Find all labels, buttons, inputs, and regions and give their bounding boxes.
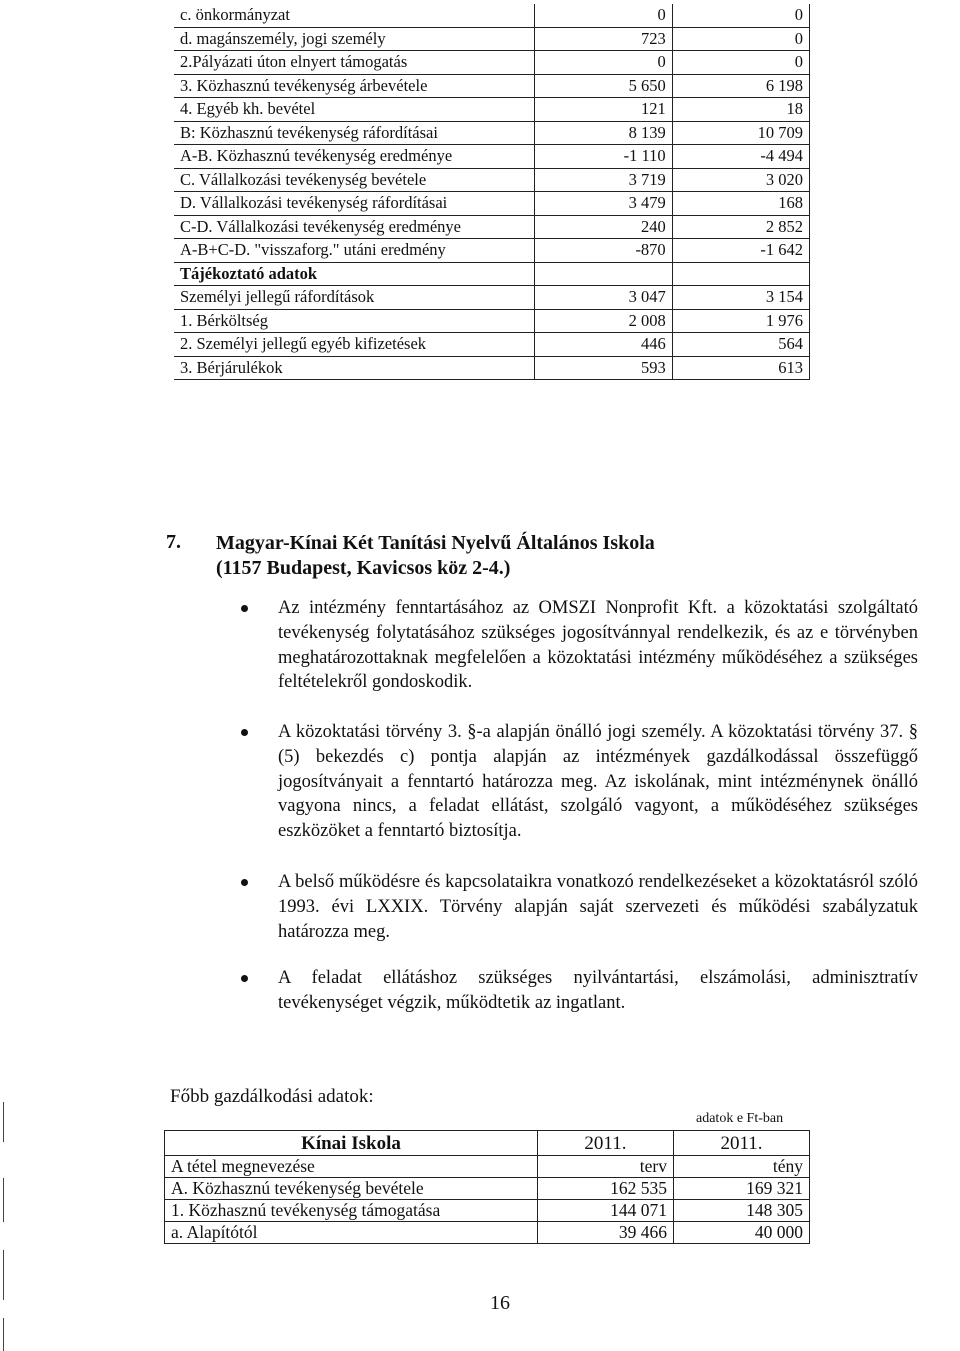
row-label-cell: A-B+C-D. "visszaforg." utáni eredmény xyxy=(174,239,535,263)
table-row xyxy=(174,262,810,286)
row-value-cell: 0 xyxy=(672,27,809,51)
row-value-cell xyxy=(535,262,672,286)
row-value-cell: -1 642 xyxy=(672,239,809,263)
subheader-plan-cell: terv xyxy=(537,1156,673,1178)
row-value-cell: 723 xyxy=(535,27,672,51)
row-actual-cell: 148 305 xyxy=(673,1200,809,1222)
scan-margin-mark xyxy=(3,1250,4,1300)
row-value-cell: 593 xyxy=(535,356,672,380)
table-row xyxy=(174,168,810,192)
table-subheader-row xyxy=(165,1156,810,1178)
row-value-cell: 2 008 xyxy=(535,309,672,333)
row-value-cell: 3 047 xyxy=(535,286,672,310)
header-name-cell: Kínai Iskola xyxy=(165,1131,538,1156)
row-value-cell: 8 139 xyxy=(535,121,672,145)
row-label-cell: Tájékoztató adatok xyxy=(174,262,535,286)
scan-margin-mark xyxy=(3,1178,4,1222)
table-header-row xyxy=(165,1131,810,1156)
bullet-paragraph-3: A belső működésre és kapcsolataikra vonatkozó rendelkezéseket a közoktatásról szóló 1993. évi LXXIX. Törvény alapján saját szervezeti és működési szabályzatuk határozza meg. xyxy=(278,870,918,944)
row-value-cell: 0 xyxy=(672,51,809,75)
table-row xyxy=(174,286,810,310)
page-number: 16 xyxy=(490,1292,510,1314)
row-label-cell: 3. Bérjárulékok xyxy=(174,356,535,380)
table-row xyxy=(174,4,810,27)
economic-data-table xyxy=(164,1130,810,1244)
row-label-cell: A. Közhasznú tevékenység bevétele xyxy=(165,1178,538,1200)
section-title-line2: (1157 Budapest, Kavicsos köz 2-4.) xyxy=(216,557,511,579)
table-row xyxy=(174,121,810,145)
row-value-cell: 1 976 xyxy=(672,309,809,333)
table-row xyxy=(174,215,810,239)
row-value-cell: 446 xyxy=(535,333,672,357)
header-year-actual-cell: 2011. xyxy=(673,1131,809,1156)
section-title xyxy=(216,531,655,581)
row-value-cell: 10 709 xyxy=(672,121,809,145)
row-label-cell: Személyi jellegű ráfordítások xyxy=(174,286,535,310)
economic-data-unit: adatok e Ft-ban xyxy=(696,1111,784,1126)
subheader-name-cell: A tétel megnevezése xyxy=(165,1156,538,1178)
row-value-cell: 121 xyxy=(535,98,672,122)
row-label-cell: 2.Pályázati úton elnyert támogatás xyxy=(174,51,535,75)
table-row xyxy=(174,356,810,380)
row-value-cell: 0 xyxy=(535,4,672,27)
row-value-cell: 18 xyxy=(672,98,809,122)
table-row xyxy=(165,1178,810,1200)
row-label-cell: a. Alapítótól xyxy=(165,1222,538,1244)
row-value-cell: 168 xyxy=(672,192,809,216)
row-label-cell: 1. Bérköltség xyxy=(174,309,535,333)
row-value-cell: -1 110 xyxy=(535,145,672,169)
row-label-cell: B: Közhasznú tevékenység ráfordításai xyxy=(174,121,535,145)
row-actual-cell: 40 000 xyxy=(673,1222,809,1244)
row-value-cell: 2 852 xyxy=(672,215,809,239)
section-title-line1: Magyar-Kínai Két Tanítási Nyelvű Általános Iskola xyxy=(216,532,655,554)
row-plan-cell: 144 071 xyxy=(537,1200,673,1222)
row-actual-cell: 169 321 xyxy=(673,1178,809,1200)
row-value-cell: 0 xyxy=(535,51,672,75)
row-value-cell xyxy=(672,262,809,286)
row-plan-cell: 39 466 xyxy=(537,1222,673,1244)
header-year-plan-cell: 2011. xyxy=(537,1131,673,1156)
row-value-cell: -870 xyxy=(535,239,672,263)
row-label-cell: D. Vállalkozási tevékenység ráfordításai xyxy=(174,192,535,216)
table-row xyxy=(165,1222,810,1244)
row-value-cell: 3 719 xyxy=(535,168,672,192)
row-label-cell: C. Vállalkozási tevékenység bevétele xyxy=(174,168,535,192)
table-row xyxy=(174,309,810,333)
row-label-cell: c. önkormányzat xyxy=(174,4,535,27)
table-row xyxy=(174,74,810,98)
table-row xyxy=(174,192,810,216)
row-label-cell: C-D. Vállalkozási tevékenység eredménye xyxy=(174,215,535,239)
row-label-cell: d. magánszemély, jogi személy xyxy=(174,27,535,51)
row-value-cell: -4 494 xyxy=(672,145,809,169)
subheader-actual-cell: tény xyxy=(673,1156,809,1178)
row-value-cell: 564 xyxy=(672,333,809,357)
table-row xyxy=(165,1200,810,1222)
table-row xyxy=(174,145,810,169)
table-row xyxy=(174,239,810,263)
bullet-paragraph-2: A közoktatási törvény 3. §-a alapján önálló jogi személy. A közoktatási törvény 37. § (5) bekezdés c) pontja alapján az intézmények gazdálkodással összefüggő jogosítványait a fenntartó határozza meg. Az iskolának, mint intézménynek önálló vagyona nincs, a feladat ellátást, szolgáló vagyont, a működéséhez szükséges eszközöket a fenntartó biztosítja. xyxy=(278,720,918,844)
bullet-paragraph-4: A feladat ellátáshoz szükséges nyilvántartási, elszámolási, adminisztratív tevékenységet végzik, működtetik az ingatlant. xyxy=(278,966,918,1016)
scan-margin-mark xyxy=(3,1102,4,1142)
row-value-cell: 3 154 xyxy=(672,286,809,310)
table-row xyxy=(174,333,810,357)
row-value-cell: 3 479 xyxy=(535,192,672,216)
row-value-cell: 613 xyxy=(672,356,809,380)
row-value-cell: 5 650 xyxy=(535,74,672,98)
economic-data-label: Főbb gazdálkodási adatok: xyxy=(170,1086,374,1107)
row-label-cell: A-B. Közhasznú tevékenység eredménye xyxy=(174,145,535,169)
row-plan-cell: 162 535 xyxy=(537,1178,673,1200)
row-value-cell: 3 020 xyxy=(672,168,809,192)
table-row xyxy=(174,51,810,75)
table-row xyxy=(174,27,810,51)
scan-margin-mark xyxy=(3,1318,4,1351)
row-label-cell: 2. Személyi jellegű egyéb kifizetések xyxy=(174,333,535,357)
row-value-cell: 240 xyxy=(535,215,672,239)
row-value-cell: 0 xyxy=(672,4,809,27)
bullet-paragraph-1: Az intézmény fenntartásához az OMSZI Nonprofit Kft. a közoktatási szolgáltató tevékenység folytatásához szükséges jogosítvánnyal rendelkezik, és az e törvényben meghatározottaknak megfelelően a közoktatási intézmény működéséhez a szükséges feltételekről gondoskodik. xyxy=(278,596,918,695)
row-value-cell: 6 198 xyxy=(672,74,809,98)
row-label-cell: 4. Egyéb kh. bevétel xyxy=(174,98,535,122)
row-label-cell: 1. Közhasznú tevékenység támogatása xyxy=(165,1200,538,1222)
financial-summary-table xyxy=(174,4,810,380)
table-row xyxy=(174,98,810,122)
section-number: 7. xyxy=(166,531,181,553)
row-label-cell: 3. Közhasznú tevékenység árbevétele xyxy=(174,74,535,98)
